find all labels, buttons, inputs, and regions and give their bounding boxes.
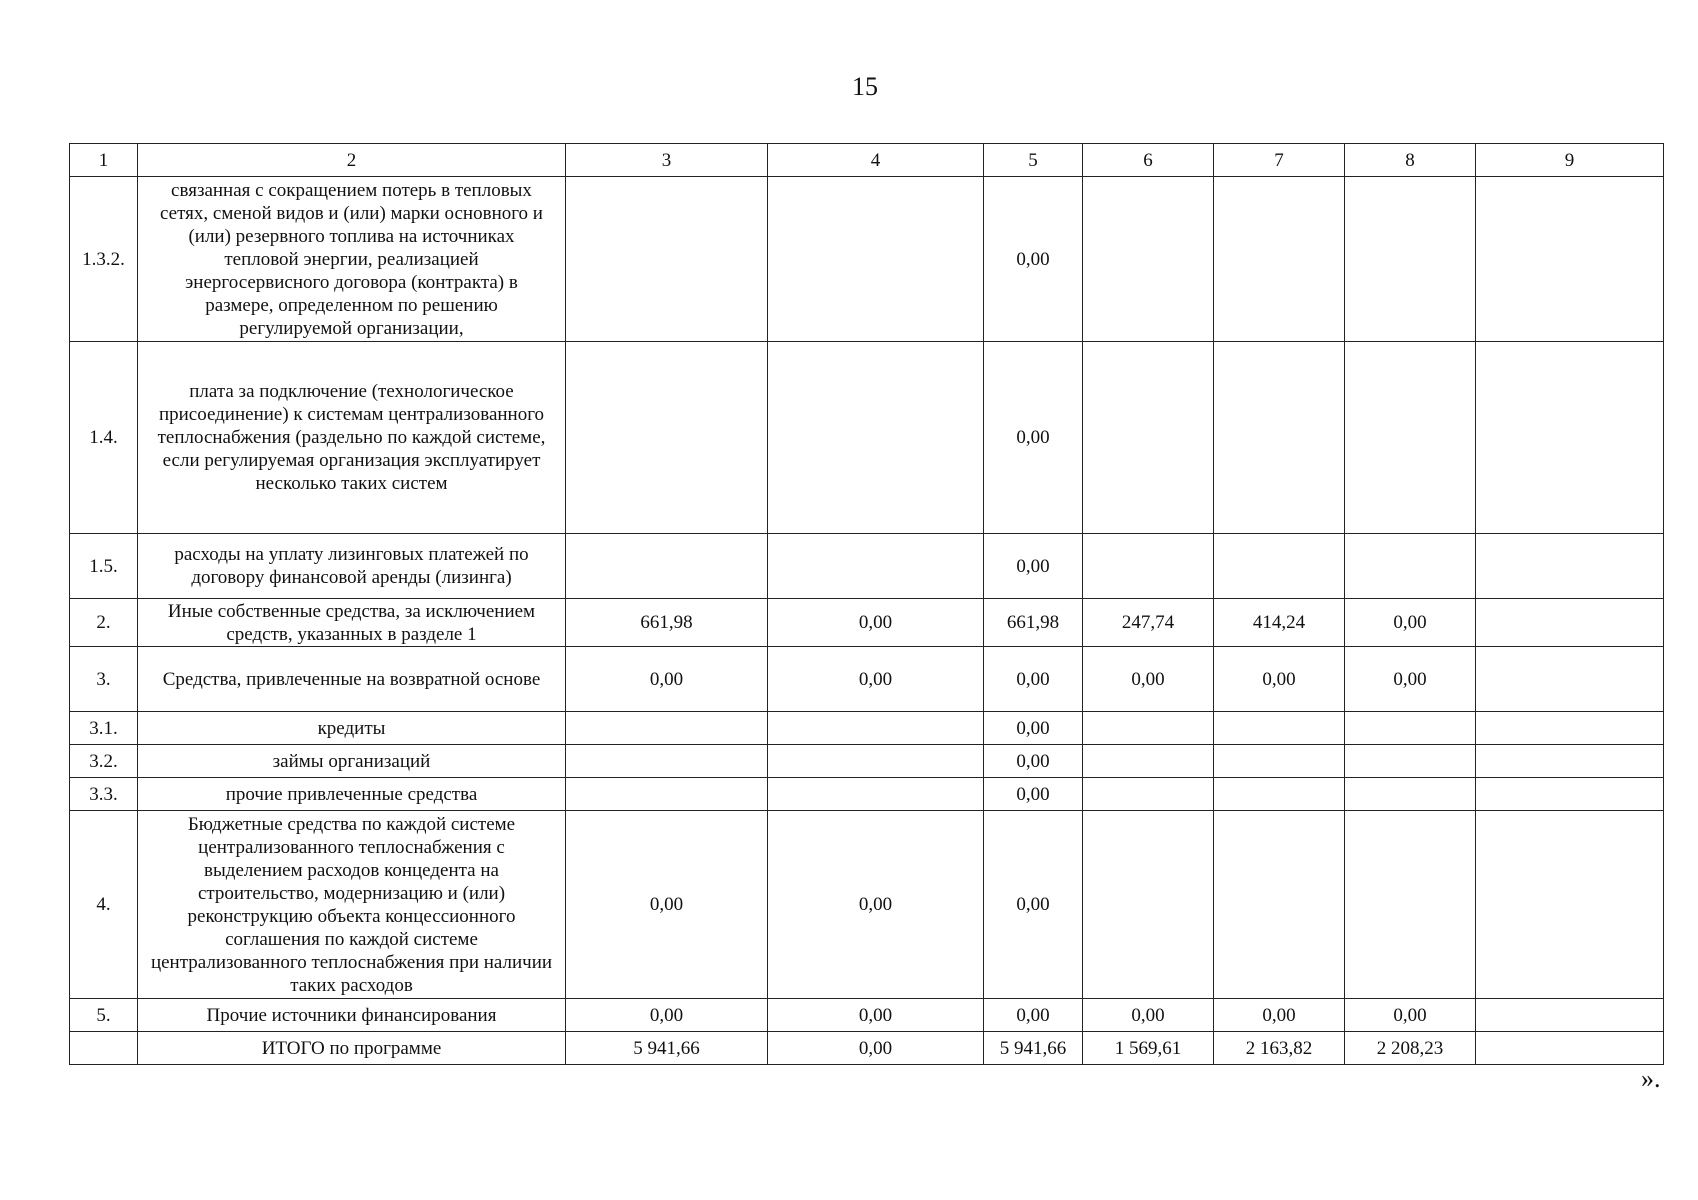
table-cell	[1083, 811, 1214, 999]
row-number: 2.	[70, 599, 138, 647]
table-cell	[1214, 811, 1345, 999]
table-cell	[566, 342, 768, 534]
table-cell: 0,00	[566, 811, 768, 999]
table-cell	[768, 177, 984, 342]
column-header: 9	[1476, 144, 1664, 177]
row-description: кредиты	[138, 712, 566, 745]
table-cell	[1476, 534, 1664, 599]
table-cell	[1345, 811, 1476, 999]
row-number	[70, 1032, 138, 1065]
column-header: 2	[138, 144, 566, 177]
table-cell: 0,00	[566, 647, 768, 712]
table-cell	[566, 712, 768, 745]
financing-table	[69, 143, 1664, 1065]
table-cell	[768, 342, 984, 534]
table-cell: 0,00	[984, 342, 1083, 534]
row-description: прочие привлеченные средства	[138, 778, 566, 811]
row-description: Бюджетные средства по каждой системе централизованного теплоснабжения с выделением расходов концедента на строительство, модернизацию и (или) реконструкцию объекта концессионного соглашения по каждой системе централизованного теплоснабжения при наличии таких расходов	[138, 811, 566, 999]
row-number: 1.3.2.	[70, 177, 138, 342]
table-cell: 414,24	[1214, 599, 1345, 647]
table-cell: 0,00	[1345, 999, 1476, 1032]
table-cell: 0,00	[984, 647, 1083, 712]
table-row	[70, 177, 1664, 342]
table-cell: 0,00	[768, 999, 984, 1032]
table-cell: 0,00	[1083, 999, 1214, 1032]
column-header: 1	[70, 144, 138, 177]
table-cell	[566, 745, 768, 778]
table-cell: 0,00	[984, 534, 1083, 599]
table-cell	[1476, 778, 1664, 811]
table-cell	[1476, 1032, 1664, 1065]
table-cell	[1214, 534, 1345, 599]
table-cell: 5 941,66	[566, 1032, 768, 1065]
table-cell	[1476, 811, 1664, 999]
row-description: ИТОГО по программе	[138, 1032, 566, 1065]
table-cell: 0,00	[1345, 599, 1476, 647]
table-cell	[1476, 712, 1664, 745]
table-cell	[1214, 177, 1345, 342]
row-description: займы организаций	[138, 745, 566, 778]
table-cell	[768, 534, 984, 599]
row-number: 3.1.	[70, 712, 138, 745]
table-cell	[1083, 712, 1214, 745]
column-header: 8	[1345, 144, 1476, 177]
table-cell	[1345, 712, 1476, 745]
table-cell	[768, 745, 984, 778]
table-cell	[1476, 599, 1664, 647]
table-cell: 0,00	[768, 647, 984, 712]
table-cell	[768, 712, 984, 745]
column-header: 5	[984, 144, 1083, 177]
table-cell	[1214, 712, 1345, 745]
table-row	[70, 599, 1664, 647]
row-description: Средства, привлеченные на возвратной основе	[138, 647, 566, 712]
table-row	[70, 534, 1664, 599]
row-description: плата за подключение (технологическое присоединение) к системам централизованного теплоснабжения (раздельно по каждой системе, если регулируемая организация эксплуатирует несколько таких систем	[138, 342, 566, 534]
total-row	[70, 1032, 1664, 1065]
row-number: 3.3.	[70, 778, 138, 811]
table-cell: 0,00	[984, 999, 1083, 1032]
table-cell	[1214, 342, 1345, 534]
column-header: 3	[566, 144, 768, 177]
table-cell	[1214, 778, 1345, 811]
table-row	[70, 778, 1664, 811]
column-header: 7	[1214, 144, 1345, 177]
table-cell: 0,00	[984, 811, 1083, 999]
table-cell	[1345, 534, 1476, 599]
table-cell: 5 941,66	[984, 1032, 1083, 1065]
table-cell: 0,00	[984, 712, 1083, 745]
page-number: 15	[852, 72, 878, 101]
table-cell	[566, 177, 768, 342]
row-number: 3.	[70, 647, 138, 712]
table-cell	[566, 534, 768, 599]
table-cell: 0,00	[768, 599, 984, 647]
row-description: Прочие источники финансирования	[138, 999, 566, 1032]
table-cell	[1476, 999, 1664, 1032]
table-cell: 1 569,61	[1083, 1032, 1214, 1065]
table-cell	[1083, 177, 1214, 342]
table-cell: 2 208,23	[1345, 1032, 1476, 1065]
table-cell	[1345, 177, 1476, 342]
table-cell	[1083, 745, 1214, 778]
table-cell: 0,00	[984, 177, 1083, 342]
table-cell	[1476, 647, 1664, 712]
table-cell: 2 163,82	[1214, 1032, 1345, 1065]
table-row	[70, 745, 1664, 778]
table-cell: 0,00	[1214, 647, 1345, 712]
closing-quote-mark: ».	[1641, 1064, 1661, 1093]
table-row	[70, 712, 1664, 745]
row-description: Иные собственные средства, за исключением средств, указанных в разделе 1	[138, 599, 566, 647]
table-cell: 661,98	[566, 599, 768, 647]
column-header: 4	[768, 144, 984, 177]
row-number: 3.2.	[70, 745, 138, 778]
table-row	[70, 999, 1664, 1032]
table-cell	[1476, 177, 1664, 342]
row-number: 1.4.	[70, 342, 138, 534]
row-description: связанная с сокращением потерь в тепловых сетях, сменой видов и (или) марки основного и (или) резервного топлива на источниках тепловой энергии, реализацией энергосервисного договора (контракта) в размере, определенном по решению регулируемой организации,	[138, 177, 566, 342]
row-number: 1.5.	[70, 534, 138, 599]
table-cell	[1214, 745, 1345, 778]
table-row	[70, 342, 1664, 534]
table-cell	[1345, 342, 1476, 534]
row-description: расходы на уплату лизинговых платежей по договору финансовой аренды (лизинга)	[138, 534, 566, 599]
table-cell	[566, 778, 768, 811]
table-cell	[1345, 745, 1476, 778]
table-cell	[1476, 342, 1664, 534]
table-cell	[1083, 534, 1214, 599]
table-cell	[768, 778, 984, 811]
table-cell: 247,74	[1083, 599, 1214, 647]
table-cell: 0,00	[566, 999, 768, 1032]
table-cell	[1476, 745, 1664, 778]
table-cell: 0,00	[768, 811, 984, 999]
table-cell: 661,98	[984, 599, 1083, 647]
header-row	[70, 144, 1664, 177]
table-cell	[1083, 342, 1214, 534]
table-cell	[1083, 778, 1214, 811]
table-cell: 0,00	[984, 745, 1083, 778]
table-cell: 0,00	[1345, 647, 1476, 712]
column-header: 6	[1083, 144, 1214, 177]
row-number: 5.	[70, 999, 138, 1032]
row-number: 4.	[70, 811, 138, 999]
table-cell: 0,00	[1214, 999, 1345, 1032]
table-cell	[1345, 778, 1476, 811]
table-cell: 0,00	[768, 1032, 984, 1065]
table-cell: 0,00	[1083, 647, 1214, 712]
table-cell: 0,00	[984, 778, 1083, 811]
table-row	[70, 811, 1664, 999]
table-row	[70, 647, 1664, 712]
